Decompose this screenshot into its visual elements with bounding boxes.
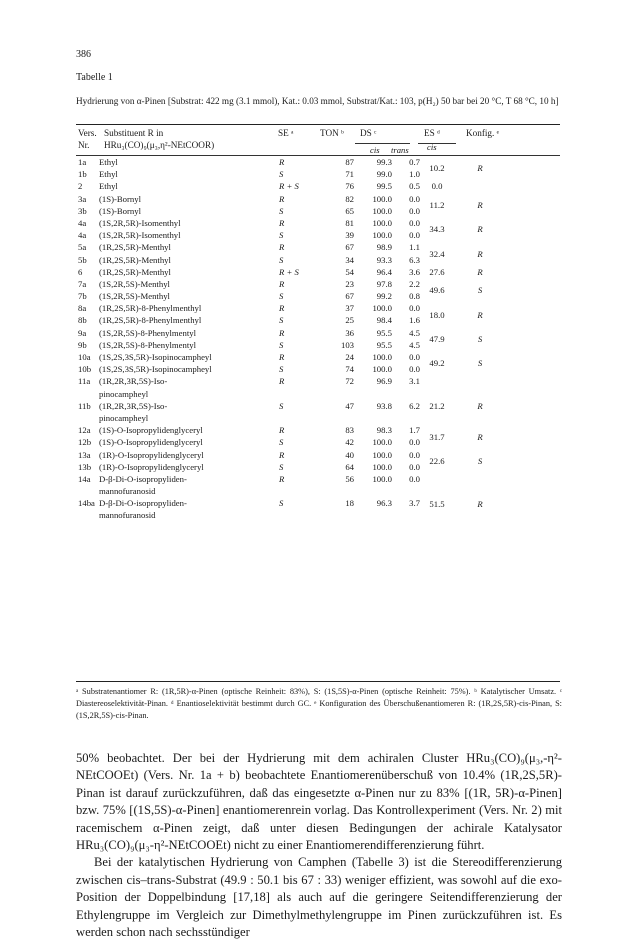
table-caption: Hydrierung von α-Pinen [Substrat: 422 mg (3.1 mmol), Kat.: 0.03 mmol, Substrat/Kat.: 103, p(H₂) 50 bar bei 20 °C, T 68 °C, 10 h] — [76, 96, 559, 106]
cell-trans: 0.0 — [409, 205, 420, 216]
cell-cis: 100.0 — [372, 364, 392, 375]
es-value: 18.0 — [429, 309, 445, 320]
cell-ton: 18 — [345, 498, 354, 509]
konfig-value: R — [477, 199, 483, 210]
table-top-rule — [76, 124, 560, 125]
cell-cis: 95.5 — [376, 339, 392, 350]
header-cluster-formula: HRu₃(CO)₉(μ₃,η²-NEtCOOR) — [104, 140, 215, 150]
cell-trans: 4.5 — [409, 327, 420, 338]
cell-ton: 24 — [345, 352, 354, 362]
cell-cis: 100.0 — [372, 449, 392, 460]
cell-se: S — [279, 339, 284, 350]
table-label: Tabelle 1 — [76, 72, 113, 83]
cell-ton: 34 — [345, 254, 354, 265]
es-value: 51.5 — [429, 498, 445, 509]
cell-se: R — [279, 278, 285, 289]
cell-sub: (1R,2S,5R)-Menthyl — [99, 266, 171, 277]
cell-ton: 42 — [345, 437, 354, 448]
cell-sub: (1S)-O-Isopropylidenglyceryl — [99, 437, 203, 448]
es-value: 22.6 — [429, 455, 445, 466]
cell-ton: 56 — [345, 473, 354, 484]
table-row — [76, 389, 562, 401]
cell-sub: (1R,2S,5R)-8-Phenylmenthyl — [99, 315, 202, 326]
cell-sub: (1R,2R,3R,5S)-Iso- — [99, 400, 168, 411]
es-value: 34.3 — [429, 224, 445, 235]
cell-trans: 0.0 — [409, 449, 420, 460]
cell-cis: 96.3 — [376, 498, 392, 509]
cell-nr: 13a — [78, 449, 91, 460]
cell-sub: (1R,2R,3R,5S)-Iso- — [99, 376, 168, 387]
cell-nr: 7a — [78, 278, 87, 289]
cell-nr: 14ba — [78, 498, 95, 509]
cell-trans: 0.0 — [409, 473, 420, 484]
cell-cis: 99.2 — [376, 291, 392, 302]
es-value: 32.4 — [429, 248, 445, 259]
cell-cis: 100.0 — [372, 437, 392, 448]
cell-nr: 12a — [78, 425, 91, 436]
es-value: 10.2 — [429, 163, 445, 174]
cell-se: R — [279, 449, 285, 460]
table-footnotes: ᵃ Substratenantiomer R: (1R,5R)-α-Pinen (optische Reinheit: 83%), S: (1S,5S)-α-Pinen (optische Reinheit: 75%). ᵇ Katalytischer Umsatz. ᶜ Diastereoselektivität-Pinan. ᵈ Enantioselektivität bestimmt durch GC. ᵉ Konfiguration des Überschußenantiomeren R: (1R,2S,5R)-cis-Pinan, S: (1S,2R,5S)-cis-Pinan. — [76, 687, 562, 720]
cell-sub: mannofuranosid — [99, 486, 156, 497]
cell-nr: 8a — [78, 303, 87, 314]
header-es: ES ᵈ — [424, 128, 440, 138]
cell-se: R — [279, 303, 285, 314]
es-value: 0.0 — [431, 181, 443, 192]
cell-ton: 81 — [345, 217, 354, 228]
cell-nr: 4a — [78, 217, 87, 228]
cell-ton: 67 — [345, 242, 354, 253]
table-row — [76, 510, 562, 522]
cell-trans: 0.0 — [409, 303, 420, 314]
cell-sub: (1S,2R,5S)-Menthyl — [99, 291, 170, 302]
cell-se: S — [279, 254, 284, 265]
cell-trans: 1.6 — [409, 315, 420, 326]
cell-cis: 93.3 — [376, 254, 392, 265]
cell-se: S — [279, 437, 284, 448]
cell-se: S — [279, 169, 284, 180]
cell-nr: 1a — [78, 157, 87, 167]
table-row — [76, 181, 562, 193]
konfig-value: R — [477, 431, 483, 442]
cell-sub: (1S)-O-Isopropylidenglyceryl — [99, 425, 203, 436]
cell-se: R — [279, 376, 285, 387]
cell-trans: 0.5 — [409, 181, 420, 192]
cell-cis: 100.0 — [372, 461, 392, 472]
cell-ton: 23 — [345, 278, 354, 289]
cell-cis: 100.0 — [372, 217, 392, 228]
cell-nr: 13b — [78, 461, 92, 472]
cell-nr: 5b — [78, 254, 87, 265]
cell-nr: 3a — [78, 193, 87, 204]
cell-se: R — [279, 473, 285, 484]
cell-nr: 11b — [78, 400, 91, 411]
cell-cis: 100.0 — [372, 352, 392, 362]
cell-sub: (1S,2R,5R)-Isomenthyl — [99, 217, 181, 228]
cell-cis: 97.8 — [376, 278, 392, 289]
konfig-value: R — [477, 266, 483, 277]
cell-trans: 1.0 — [409, 169, 420, 180]
cell-trans: 0.0 — [409, 193, 420, 204]
cell-sub: (1S,2R,5S)-8-Phenylmentyl — [99, 327, 197, 338]
cell-ton: 71 — [345, 169, 354, 180]
konfig-value: S — [477, 333, 483, 344]
cell-trans: 3.6 — [409, 266, 420, 277]
cell-se: R + S — [279, 266, 299, 277]
header-substituent: Substituent R in — [104, 128, 164, 138]
cell-ton: 83 — [345, 425, 354, 436]
cell-nr: 9b — [78, 339, 87, 350]
cell-ton: 67 — [345, 291, 354, 302]
cell-nr: 12b — [78, 437, 92, 448]
cell-trans: 0.0 — [409, 437, 420, 448]
cell-ton: 72 — [345, 376, 354, 387]
cell-se: R — [279, 327, 285, 338]
cell-trans: 3.7 — [409, 498, 420, 509]
ds-subheader-rule — [355, 143, 410, 144]
cell-sub: D-β-Di-O-isopropyliden- — [99, 498, 187, 509]
konfig-value: R — [477, 498, 483, 509]
cell-se: R — [279, 242, 285, 253]
cell-trans: 1.1 — [409, 242, 420, 253]
cell-nr: 7b — [78, 291, 87, 302]
cell-sub: (1S)-Bornyl — [99, 193, 141, 204]
cell-sub: Ethyl — [99, 169, 118, 180]
cell-cis: 96.4 — [376, 266, 392, 277]
cell-ton: 82 — [345, 193, 354, 204]
cell-nr: 14a — [78, 473, 91, 484]
cell-cis: 99.5 — [376, 181, 392, 192]
page-number: 386 — [76, 49, 91, 60]
table-row — [76, 376, 562, 388]
cell-nr: 5a — [78, 242, 87, 253]
header-ton: TON ᵇ — [320, 128, 344, 138]
cell-cis: 95.5 — [376, 327, 392, 338]
es-value: 49.2 — [429, 358, 445, 369]
cell-se: R — [279, 352, 285, 362]
cell-ton: 64 — [345, 461, 354, 472]
es-value: 11.2 — [429, 199, 445, 210]
cell-nr: 11a — [78, 376, 91, 387]
cell-se: R — [279, 425, 285, 436]
konfig-value: S — [477, 358, 483, 369]
cell-cis: 100.0 — [372, 193, 392, 204]
table-row — [76, 486, 562, 498]
cell-trans: 3.1 — [409, 376, 420, 387]
cell-cis: 100.0 — [372, 205, 392, 216]
cell-nr: 10b — [78, 364, 92, 375]
es-value: 31.7 — [429, 431, 445, 442]
cell-nr: 6 — [78, 266, 83, 277]
cell-ton: 74 — [345, 364, 354, 375]
cell-trans: 0.8 — [409, 291, 420, 302]
cell-sub: pinocampheyl — [99, 388, 149, 399]
es-value: 47.9 — [429, 333, 445, 344]
cell-nr: 8b — [78, 315, 87, 326]
header-ds-trans: trans — [391, 145, 409, 155]
cell-ton: 87 — [345, 157, 354, 167]
cell-trans: 6.3 — [409, 254, 420, 265]
header-es-cis: cis — [427, 142, 437, 152]
cell-se: S — [279, 498, 284, 509]
table-bottom-rule — [76, 681, 560, 682]
cell-ton: 39 — [345, 230, 354, 241]
cell-nr: 10a — [78, 352, 91, 362]
body-text — [76, 750, 562, 941]
cell-trans: 0.0 — [409, 364, 420, 375]
cell-se: S — [279, 400, 284, 411]
cell-sub: (1S,2R,5S)-Menthyl — [99, 278, 170, 289]
cell-se: S — [279, 205, 284, 216]
body-paragraph-1: 50% beobachtet. Der bei der Hydrierung mit dem achiralen Cluster HRu₃(CO)₉(μ₃,-η²-NEtCOOEt) (Vers. Nr. 1a + b) beobachtete Enantiomerenüberschuß von 10.4% (1R,2S,5R)-Pinan ist darauf zurückzuführen, daß das eingesetzte α-Pinen nur zu 83% [(1R, 5R)-α-Pinen] bzw. 75% [(1S,5S)-α-Pinen] enantiomerenrein vorlag. Das Kontrollexperiment (Vers. Nr. 2) mit racemischem α-Pinen zeigt, daß unter diesen Bedingungen der achirale Katalysator HRu₃(CO)₉(μ₃-η²-NEtCOOEt) nicht zu einer Enantiomerendifferenzierung führt. — [76, 751, 562, 853]
cell-trans: 1.7 — [409, 425, 420, 436]
cell-trans: 0.7 — [409, 157, 420, 167]
cell-nr: 1b — [78, 169, 87, 180]
cell-sub: pinocampheyl — [99, 412, 149, 423]
header-ds-cis: cis — [370, 145, 380, 155]
es-value: 49.6 — [429, 285, 445, 296]
cell-sub: Ethyl — [99, 157, 118, 167]
es-subheader-rule — [418, 143, 456, 144]
cell-ton: 76 — [345, 181, 354, 192]
konfig-value: R — [477, 401, 483, 411]
cell-se: S — [279, 230, 284, 241]
cell-se: R — [279, 157, 285, 167]
header-nr: Nr. — [78, 140, 90, 150]
cell-sub: D-β-Di-O-isopropyliden- — [99, 473, 187, 484]
cell-se: S — [279, 364, 284, 375]
cell-se: S — [279, 461, 284, 472]
cell-ton: 103 — [340, 339, 354, 350]
cell-sub: mannofuranosid — [99, 510, 156, 521]
cell-ton: 40 — [345, 449, 354, 460]
cell-cis: 93.8 — [376, 400, 392, 411]
cell-ton: 37 — [345, 303, 354, 314]
konfig-value: R — [477, 309, 483, 320]
cell-sub: Ethyl — [99, 181, 118, 192]
cell-se: R — [279, 217, 285, 228]
es-value: 27.6 — [429, 266, 445, 277]
cell-se: R + S — [279, 181, 299, 192]
cell-se: S — [279, 291, 284, 302]
cell-trans: 0.0 — [409, 461, 420, 472]
cell-ton: 36 — [345, 327, 354, 338]
header-bottom-rule — [76, 155, 560, 156]
cell-nr: 4a — [78, 230, 87, 241]
cell-sub: (1S,2R,5R)-Isomenthyl — [99, 230, 181, 241]
cell-ton: 54 — [345, 266, 354, 277]
header-se: SE ᵃ — [278, 128, 294, 138]
cell-cis: 98.3 — [376, 425, 392, 436]
cell-ton: 25 — [345, 315, 354, 326]
cell-nr: 9a — [78, 327, 87, 338]
cell-nr: 2 — [78, 181, 83, 192]
cell-cis: 98.9 — [376, 242, 392, 253]
cell-sub: (1S,2S,3S,5R)-Isopinocampheyl — [99, 364, 212, 375]
cell-trans: 0.0 — [409, 217, 420, 228]
cell-sub: (1R,2S,5R)-Menthyl — [99, 254, 171, 265]
konfig-value: R — [477, 248, 483, 259]
cell-cis: 100.0 — [372, 303, 392, 314]
cell-sub: (1R)-O-Isopropylidenglyceryl — [99, 449, 204, 460]
cell-se: S — [279, 315, 284, 326]
konfig-value: R — [477, 224, 483, 235]
table-row — [76, 413, 562, 425]
cell-ton: 65 — [345, 205, 354, 216]
cell-se: R — [279, 193, 285, 204]
konfig-value: S — [477, 455, 483, 466]
cell-cis: 99.3 — [376, 157, 392, 167]
table-row — [76, 474, 562, 486]
cell-nr: 3b — [78, 205, 87, 216]
cell-cis: 98.4 — [376, 315, 392, 326]
header-vers: Vers. — [78, 128, 97, 138]
cell-ton: 47 — [345, 400, 354, 411]
cell-trans: 4.5 — [409, 339, 420, 350]
konfig-value: S — [477, 285, 483, 296]
konfig-value: R — [477, 163, 483, 174]
cell-sub: (1S,2S,3S,5R)-Isopinocampheyl — [99, 352, 212, 362]
cell-sub: (1S)-Bornyl — [99, 205, 141, 216]
cell-cis: 100.0 — [372, 230, 392, 241]
header-ds: DS ᶜ — [360, 128, 377, 138]
cell-sub: (1R)-O-Isopropylidenglyceryl — [99, 461, 204, 472]
header-konfig: Konfig. ᵉ — [466, 128, 499, 138]
cell-trans: 0.0 — [409, 352, 420, 362]
cell-cis: 100.0 — [372, 473, 392, 484]
cell-sub: (1R,2S,5R)-8-Phenylmenthyl — [99, 303, 202, 314]
cell-trans: 0.0 — [409, 230, 420, 241]
cell-sub: (1S,2R,5S)-8-Phenylmentyl — [99, 339, 197, 350]
cell-trans: 2.2 — [409, 278, 420, 289]
cell-cis: 99.0 — [376, 169, 392, 180]
body-paragraph-2: Bei der katalytischen Hydrierung von Camphen (Tabelle 3) ist die Stereodifferenzierung zwischen cis–trans-Substrat (49.9 : 50.1 bis 67 : 33) weniger effizient, was sowohl auf die exo-Position der Doppelbindung [17,18] als auch auf die geringere Seitendifferenzierung der Ethylengruppe im Vergleich zur Dimethylmethylengruppe im Pinen zurückzuführen ist. Es werden schon nach sechsstündiger — [76, 855, 562, 940]
cell-sub: (1R,2S,5R)-Menthyl — [99, 242, 171, 253]
es-value: 21.2 — [429, 401, 445, 411]
cell-cis: 96.9 — [376, 376, 392, 387]
cell-trans: 6.2 — [409, 400, 420, 411]
